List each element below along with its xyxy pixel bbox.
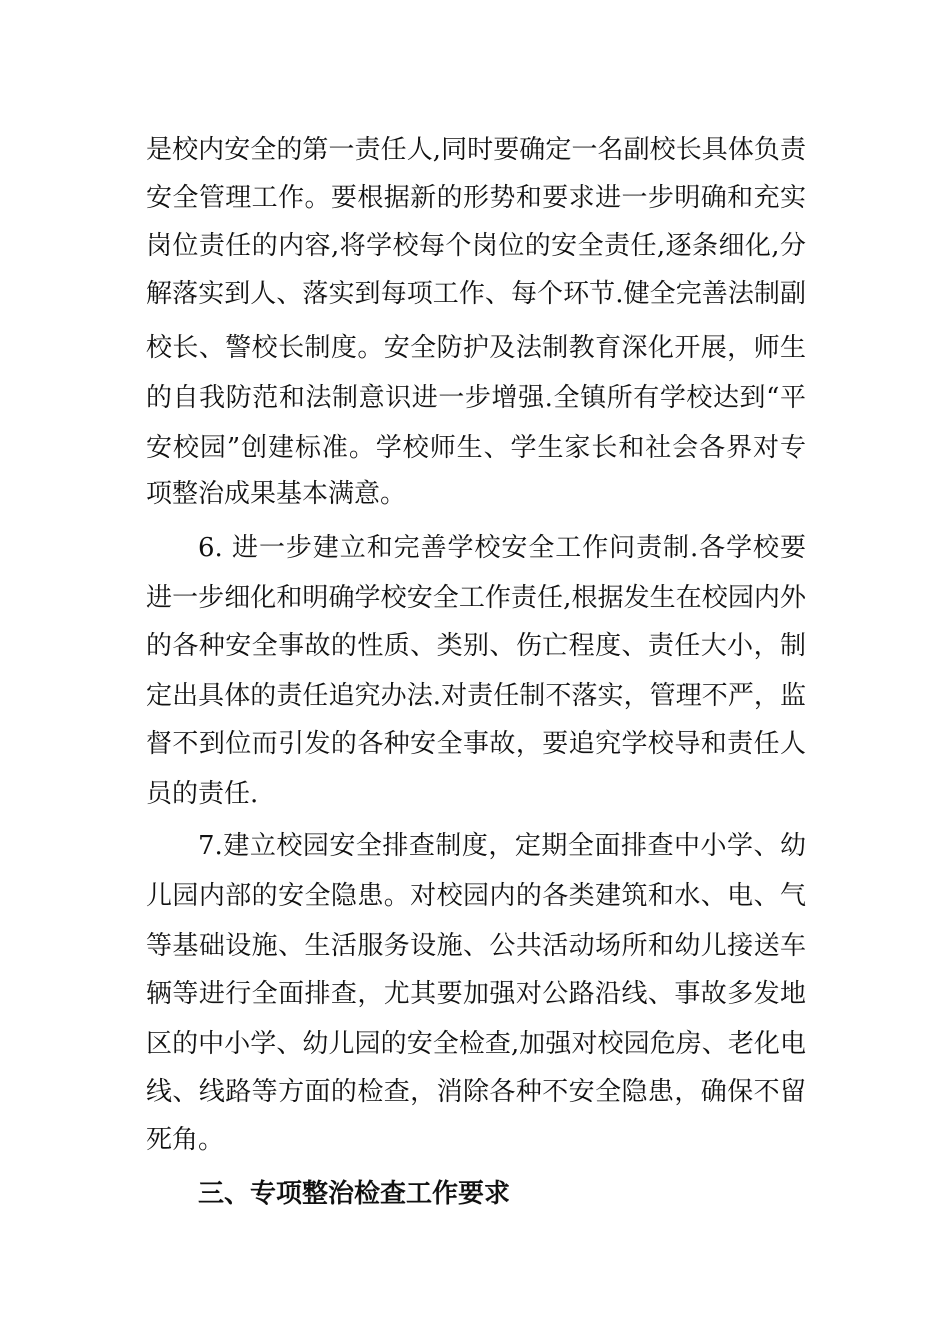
paragraph-2-line-3: 的各种安全事故的性质、类别、伤亡程度、责任大小，制 [146,631,806,661]
paragraph-1-line-1: 是校内安全的第一责任人,同时要确定一名副校长具体负责 [146,135,806,165]
paragraph-2-line-6: 员的责任. [146,779,259,809]
paragraph-1-line-5: 校长、警校长制度。安全防护及法制教育深化开展，师生 [146,333,806,363]
paragraph-3-line-6: 线、线路等方面的检查，消除各种不安全隐患，确保不留 [146,1077,806,1107]
paragraph-2-line-1: 6. 进一步建立和完善学校安全工作问责制.各学校要 [198,533,806,563]
paragraph-3-line-3: 等基础设施、生活服务设施、公共活动场所和幼儿接送车 [146,931,806,961]
paragraph-3-line-4: 辆等进行全面排查，尤其要加强对公路沿线、事故多发地 [146,979,806,1009]
paragraph-1-line-6: 的自我防范和法制意识进一步增强.全镇所有学校达到“平 [146,383,806,413]
paragraph-3-line-1: 7.建立校园安全排查制度，定期全面排查中小学、幼 [198,831,806,861]
paragraph-1-line-8: 项整治成果基本满意。 [146,479,407,509]
section-heading: 三、专项整治检查工作要求 [198,1179,511,1209]
paragraph-3-line-5: 区的中小学、幼儿园的安全检查,加强对校园危房、老化电 [146,1029,806,1059]
paragraph-1-line-7: 安校园”创建标准。学校师生、学生家长和社会各界对专 [146,433,806,463]
paragraph-2-line-4: 定出具体的责任追究办法.对责任制不落实，管理不严，监 [146,681,806,711]
paragraph-1-line-2: 安全管理工作。要根据新的形势和要求进一步明确和充实 [146,183,806,213]
paragraph-3-line-7: 死角。 [146,1125,225,1155]
paragraph-3-line-2: 儿园内部的安全隐患。对校园内的各类建筑和水、电、气 [146,881,806,911]
paragraph-2-line-2: 进一步细化和明确学校安全工作责任,根据发生在校园内外 [146,583,806,613]
paragraph-2-line-5: 督不到位而引发的各种安全事故，要追究学校导和责任人 [146,729,806,759]
paragraph-1-line-3: 岗位责任的内容,将学校每个岗位的安全责任,逐条细化,分 [146,231,806,261]
paragraph-1-line-4: 解落实到人、落实到每项工作、每个环节.健全完善法制副 [146,279,806,309]
